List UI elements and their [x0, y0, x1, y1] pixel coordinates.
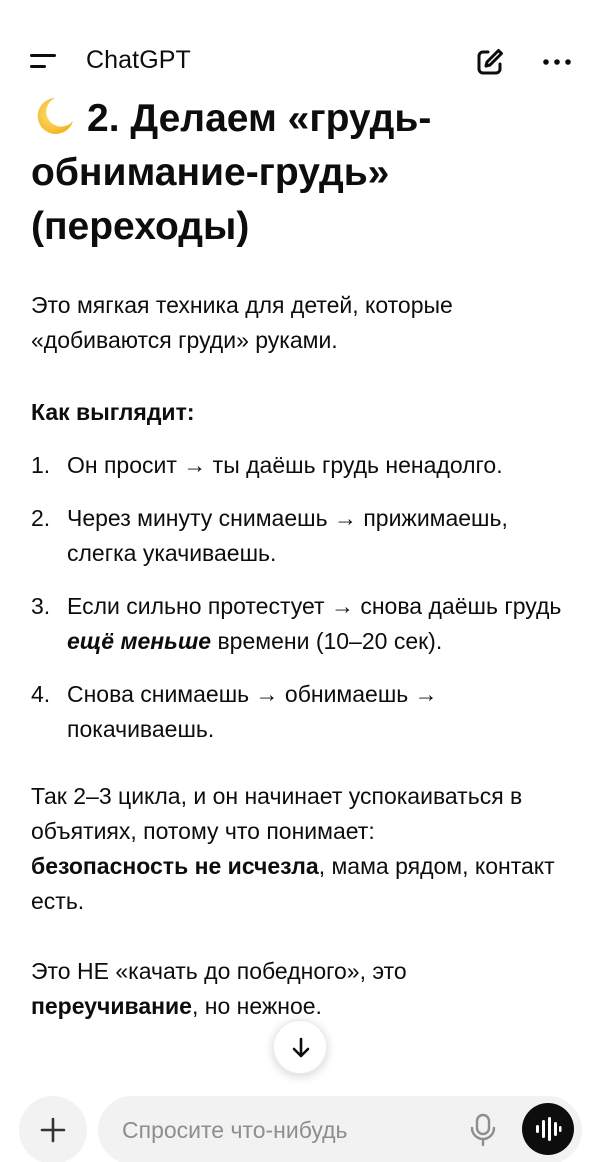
app-title: ChatGPT	[86, 46, 191, 74]
new-chat-button[interactable]	[472, 44, 508, 80]
list-item-emphasis: ещё меньше	[67, 628, 212, 654]
list-number: 4.	[31, 681, 51, 707]
scroll-to-bottom-button[interactable]	[273, 1020, 327, 1074]
list-item-text: Снова снимаешь → обнимаешь → покачиваешь.	[67, 681, 438, 742]
list-number: 2.	[31, 505, 51, 531]
plus-icon	[39, 1116, 67, 1144]
attach-button[interactable]	[19, 1096, 87, 1162]
closing-text: Это НЕ «качать до победного», это	[31, 958, 407, 984]
dictation-button[interactable]	[466, 1112, 500, 1148]
steps-list	[31, 448, 576, 747]
explanation-paragraph	[31, 779, 576, 919]
explanation-text: Так 2–3 цикла, и он начинает успокаиваться в объятиях, потому что понимает:	[31, 783, 523, 844]
list-item	[31, 448, 576, 483]
voice-mode-icon	[534, 1116, 562, 1142]
message-composer	[98, 1096, 582, 1162]
list-number: 3.	[31, 593, 51, 619]
menu-icon	[30, 54, 56, 57]
closing-bold: переучивание	[31, 993, 192, 1019]
heading-text: 2. Делаем «грудь-обнимание-грудь» (переходы)	[31, 97, 432, 248]
closing-text-end: , но нежное.	[191, 993, 322, 1019]
section-heading	[31, 92, 576, 254]
intro-paragraph: Это мягкая техника для детей, которые «добиваются груди» руками.	[31, 292, 453, 353]
moon-icon	[31, 95, 77, 135]
list-item	[31, 501, 576, 571]
message-input[interactable]	[122, 1096, 442, 1162]
explanation-bold: безопасность не исчезла	[31, 853, 319, 879]
voice-mode-button[interactable]	[522, 1103, 574, 1155]
list-item	[31, 589, 576, 659]
list-item	[31, 677, 576, 747]
microphone-icon	[466, 1112, 500, 1148]
list-item-text: Через минуту снимаешь → прижимаешь, слегка укачиваешь.	[67, 505, 508, 566]
closing-paragraph	[31, 954, 576, 1024]
assistant-message	[31, 92, 576, 1024]
list-number: 1.	[31, 452, 51, 478]
explanation-text-end: , мама рядом, контакт есть.	[31, 853, 555, 914]
list-item-text: Он просит → ты даёшь грудь ненадолго.	[67, 452, 503, 478]
more-options-button[interactable]	[538, 44, 578, 80]
list-item-text: Если сильно протестует → снова даёшь грудь	[67, 593, 562, 619]
menu-icon-line	[30, 65, 46, 68]
menu-button[interactable]	[26, 44, 62, 80]
arrow-down-icon	[288, 1035, 314, 1061]
more-icon	[538, 44, 578, 80]
top-bar	[0, 0, 600, 92]
edit-icon	[472, 44, 508, 80]
how-it-looks-label: Как выглядит:	[31, 399, 195, 425]
list-item-text-end: времени (10–20 сек).	[211, 628, 443, 654]
